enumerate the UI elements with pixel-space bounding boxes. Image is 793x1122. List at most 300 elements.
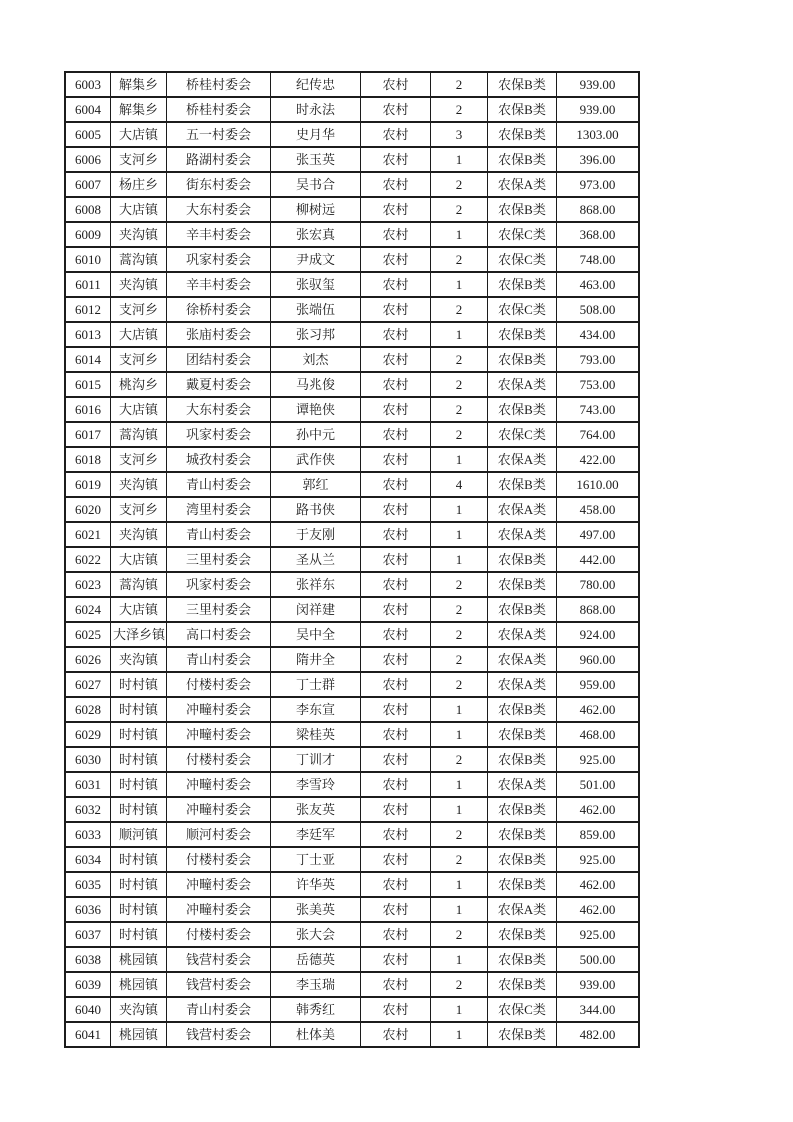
table-row xyxy=(65,972,639,997)
cell-insurance-category: 农保B类 xyxy=(488,922,557,947)
table-row xyxy=(65,872,639,897)
cell-record-id: 6033 xyxy=(65,822,111,847)
cell-town: 时村镇 xyxy=(111,922,167,947)
cell-household-type: 农村 xyxy=(361,722,431,747)
cell-person-name: 纪传忠 xyxy=(271,72,361,97)
table-row xyxy=(65,647,639,672)
cell-person-count: 1 xyxy=(431,697,488,722)
table-row xyxy=(65,997,639,1022)
cell-record-id: 6008 xyxy=(65,197,111,222)
cell-record-id: 6034 xyxy=(65,847,111,872)
cell-village-committee: 巩家村委会 xyxy=(167,247,271,272)
cell-record-id: 6032 xyxy=(65,797,111,822)
cell-person-name: 吴中全 xyxy=(271,622,361,647)
cell-person-name: 圣从兰 xyxy=(271,547,361,572)
cell-record-id: 6036 xyxy=(65,897,111,922)
table-row xyxy=(65,397,639,422)
cell-amount: 458.00 xyxy=(557,497,639,522)
cell-household-type: 农村 xyxy=(361,622,431,647)
cell-insurance-category: 农保B类 xyxy=(488,597,557,622)
cell-person-name: 李廷军 xyxy=(271,822,361,847)
cell-insurance-category: 农保B类 xyxy=(488,972,557,997)
cell-person-name: 张宏真 xyxy=(271,222,361,247)
cell-insurance-category: 农保B类 xyxy=(488,1022,557,1047)
cell-household-type: 农村 xyxy=(361,997,431,1022)
cell-insurance-category: 农保A类 xyxy=(488,447,557,472)
cell-household-type: 农村 xyxy=(361,72,431,97)
cell-record-id: 6024 xyxy=(65,597,111,622)
cell-village-committee: 戴夏村委会 xyxy=(167,372,271,397)
cell-village-committee: 三里村委会 xyxy=(167,547,271,572)
cell-village-committee: 张庙村委会 xyxy=(167,322,271,347)
table-row xyxy=(65,497,639,522)
cell-person-name: 张端伍 xyxy=(271,297,361,322)
cell-amount: 396.00 xyxy=(557,147,639,172)
cell-town: 时村镇 xyxy=(111,772,167,797)
cell-household-type: 农村 xyxy=(361,297,431,322)
table-row xyxy=(65,447,639,472)
cell-record-id: 6012 xyxy=(65,297,111,322)
cell-insurance-category: 农保B类 xyxy=(488,547,557,572)
cell-record-id: 6009 xyxy=(65,222,111,247)
cell-household-type: 农村 xyxy=(361,872,431,897)
cell-household-type: 农村 xyxy=(361,797,431,822)
cell-insurance-category: 农保B类 xyxy=(488,872,557,897)
cell-amount: 925.00 xyxy=(557,922,639,947)
cell-town: 大店镇 xyxy=(111,197,167,222)
cell-insurance-category: 农保C类 xyxy=(488,222,557,247)
cell-amount: 497.00 xyxy=(557,522,639,547)
cell-household-type: 农村 xyxy=(361,847,431,872)
cell-record-id: 6021 xyxy=(65,522,111,547)
cell-town: 桃园镇 xyxy=(111,1022,167,1047)
cell-person-name: 隋井全 xyxy=(271,647,361,672)
cell-amount: 501.00 xyxy=(557,772,639,797)
cell-insurance-category: 农保B类 xyxy=(488,722,557,747)
cell-amount: 793.00 xyxy=(557,347,639,372)
cell-person-count: 2 xyxy=(431,847,488,872)
cell-person-name: 时永法 xyxy=(271,97,361,122)
cell-person-count: 1 xyxy=(431,522,488,547)
cell-insurance-category: 农保B类 xyxy=(488,397,557,422)
cell-insurance-category: 农保A类 xyxy=(488,622,557,647)
cell-town: 时村镇 xyxy=(111,847,167,872)
cell-town: 时村镇 xyxy=(111,747,167,772)
table-row xyxy=(65,672,639,697)
cell-household-type: 农村 xyxy=(361,922,431,947)
cell-amount: 482.00 xyxy=(557,1022,639,1047)
cell-village-committee: 桥桂村委会 xyxy=(167,72,271,97)
cell-amount: 959.00 xyxy=(557,672,639,697)
cell-insurance-category: 农保B类 xyxy=(488,347,557,372)
table-row xyxy=(65,122,639,147)
cell-person-count: 2 xyxy=(431,72,488,97)
cell-town: 夹沟镇 xyxy=(111,472,167,497)
cell-amount: 462.00 xyxy=(557,697,639,722)
cell-household-type: 农村 xyxy=(361,272,431,297)
cell-amount: 743.00 xyxy=(557,397,639,422)
cell-record-id: 6019 xyxy=(65,472,111,497)
cell-household-type: 农村 xyxy=(361,447,431,472)
cell-town: 时村镇 xyxy=(111,797,167,822)
cell-town: 时村镇 xyxy=(111,697,167,722)
cell-person-name: 许华英 xyxy=(271,872,361,897)
cell-insurance-category: 农保A类 xyxy=(488,897,557,922)
cell-record-id: 6028 xyxy=(65,697,111,722)
cell-village-committee: 三里村委会 xyxy=(167,597,271,622)
cell-person-count: 2 xyxy=(431,622,488,647)
cell-village-committee: 五一村委会 xyxy=(167,122,271,147)
cell-amount: 468.00 xyxy=(557,722,639,747)
cell-amount: 462.00 xyxy=(557,897,639,922)
cell-record-id: 6004 xyxy=(65,97,111,122)
cell-household-type: 农村 xyxy=(361,147,431,172)
cell-insurance-category: 农保B类 xyxy=(488,272,557,297)
cell-amount: 960.00 xyxy=(557,647,639,672)
cell-household-type: 农村 xyxy=(361,572,431,597)
cell-amount: 442.00 xyxy=(557,547,639,572)
cell-record-id: 6027 xyxy=(65,672,111,697)
cell-amount: 462.00 xyxy=(557,872,639,897)
cell-person-count: 1 xyxy=(431,447,488,472)
cell-household-type: 农村 xyxy=(361,1022,431,1047)
cell-person-count: 1 xyxy=(431,872,488,897)
cell-household-type: 农村 xyxy=(361,647,431,672)
cell-amount: 780.00 xyxy=(557,572,639,597)
cell-person-count: 3 xyxy=(431,122,488,147)
cell-household-type: 农村 xyxy=(361,972,431,997)
cell-town: 支河乡 xyxy=(111,347,167,372)
cell-person-name: 刘杰 xyxy=(271,347,361,372)
cell-record-id: 6023 xyxy=(65,572,111,597)
cell-person-name: 闵祥建 xyxy=(271,597,361,622)
cell-amount: 868.00 xyxy=(557,197,639,222)
cell-household-type: 农村 xyxy=(361,597,431,622)
cell-insurance-category: 农保A类 xyxy=(488,372,557,397)
cell-person-name: 张驭玺 xyxy=(271,272,361,297)
cell-record-id: 6018 xyxy=(65,447,111,472)
cell-village-committee: 巩家村委会 xyxy=(167,572,271,597)
cell-town: 支河乡 xyxy=(111,297,167,322)
table-row xyxy=(65,472,639,497)
cell-village-committee: 辛丰村委会 xyxy=(167,222,271,247)
cell-household-type: 农村 xyxy=(361,122,431,147)
cell-person-name: 丁士亚 xyxy=(271,847,361,872)
cell-village-committee: 冲疃村委会 xyxy=(167,872,271,897)
cell-amount: 463.00 xyxy=(557,272,639,297)
table-row xyxy=(65,897,639,922)
cell-insurance-category: 农保B类 xyxy=(488,797,557,822)
cell-insurance-category: 农保A类 xyxy=(488,522,557,547)
cell-household-type: 农村 xyxy=(361,947,431,972)
cell-amount: 973.00 xyxy=(557,172,639,197)
cell-person-count: 1 xyxy=(431,797,488,822)
cell-amount: 1610.00 xyxy=(557,472,639,497)
cell-household-type: 农村 xyxy=(361,322,431,347)
cell-town: 大店镇 xyxy=(111,122,167,147)
cell-insurance-category: 农保A类 xyxy=(488,772,557,797)
cell-insurance-category: 农保A类 xyxy=(488,647,557,672)
cell-village-committee: 冲疃村委会 xyxy=(167,722,271,747)
table-row xyxy=(65,322,639,347)
table-row xyxy=(65,247,639,272)
cell-insurance-category: 农保B类 xyxy=(488,847,557,872)
cell-person-name: 张祥东 xyxy=(271,572,361,597)
cell-village-committee: 团结村委会 xyxy=(167,347,271,372)
cell-person-name: 张习邦 xyxy=(271,322,361,347)
cell-person-name: 丁士群 xyxy=(271,672,361,697)
cell-town: 大店镇 xyxy=(111,397,167,422)
cell-person-count: 2 xyxy=(431,922,488,947)
table-row xyxy=(65,222,639,247)
cell-person-count: 1 xyxy=(431,772,488,797)
cell-village-committee: 冲疃村委会 xyxy=(167,772,271,797)
table-row xyxy=(65,1022,639,1047)
table-body xyxy=(65,72,639,1047)
cell-village-committee: 青山村委会 xyxy=(167,522,271,547)
cell-person-count: 2 xyxy=(431,972,488,997)
cell-household-type: 农村 xyxy=(361,222,431,247)
cell-record-id: 6014 xyxy=(65,347,111,372)
table-row xyxy=(65,572,639,597)
cell-amount: 764.00 xyxy=(557,422,639,447)
cell-village-committee: 冲疃村委会 xyxy=(167,897,271,922)
table-row xyxy=(65,797,639,822)
cell-person-name: 尹成文 xyxy=(271,247,361,272)
cell-person-count: 2 xyxy=(431,422,488,447)
cell-person-count: 2 xyxy=(431,247,488,272)
cell-amount: 344.00 xyxy=(557,997,639,1022)
cell-amount: 422.00 xyxy=(557,447,639,472)
cell-person-name: 柳树远 xyxy=(271,197,361,222)
cell-town: 解集乡 xyxy=(111,72,167,97)
cell-village-committee: 大东村委会 xyxy=(167,397,271,422)
table-row xyxy=(65,97,639,122)
cell-record-id: 6006 xyxy=(65,147,111,172)
cell-town: 支河乡 xyxy=(111,447,167,472)
cell-person-name: 张大会 xyxy=(271,922,361,947)
cell-household-type: 农村 xyxy=(361,397,431,422)
cell-village-committee: 巩家村委会 xyxy=(167,422,271,447)
cell-record-id: 6040 xyxy=(65,997,111,1022)
cell-town: 夹沟镇 xyxy=(111,647,167,672)
cell-person-count: 1 xyxy=(431,547,488,572)
cell-village-committee: 青山村委会 xyxy=(167,472,271,497)
cell-village-committee: 钱营村委会 xyxy=(167,947,271,972)
cell-person-name: 张玉英 xyxy=(271,147,361,172)
cell-person-name: 于友刚 xyxy=(271,522,361,547)
cell-insurance-category: 农保C类 xyxy=(488,297,557,322)
cell-town: 顺河镇 xyxy=(111,822,167,847)
cell-town: 蒿沟镇 xyxy=(111,422,167,447)
cell-village-committee: 冲疃村委会 xyxy=(167,697,271,722)
cell-amount: 859.00 xyxy=(557,822,639,847)
cell-person-count: 2 xyxy=(431,572,488,597)
cell-village-committee: 街东村委会 xyxy=(167,172,271,197)
cell-town: 桃沟乡 xyxy=(111,372,167,397)
cell-insurance-category: 农保A类 xyxy=(488,672,557,697)
cell-household-type: 农村 xyxy=(361,347,431,372)
cell-town: 夹沟镇 xyxy=(111,272,167,297)
cell-person-count: 1 xyxy=(431,147,488,172)
cell-record-id: 6005 xyxy=(65,122,111,147)
cell-amount: 500.00 xyxy=(557,947,639,972)
cell-household-type: 农村 xyxy=(361,547,431,572)
table-row xyxy=(65,922,639,947)
cell-person-name: 李玉瑞 xyxy=(271,972,361,997)
cell-household-type: 农村 xyxy=(361,197,431,222)
table-row xyxy=(65,297,639,322)
cell-household-type: 农村 xyxy=(361,772,431,797)
cell-record-id: 6017 xyxy=(65,422,111,447)
table-row xyxy=(65,822,639,847)
cell-town: 支河乡 xyxy=(111,497,167,522)
cell-insurance-category: 农保B类 xyxy=(488,697,557,722)
cell-town: 杨庄乡 xyxy=(111,172,167,197)
cell-village-committee: 钱营村委会 xyxy=(167,1022,271,1047)
cell-household-type: 农村 xyxy=(361,822,431,847)
cell-insurance-category: 农保B类 xyxy=(488,97,557,122)
cell-household-type: 农村 xyxy=(361,422,431,447)
table-row xyxy=(65,372,639,397)
cell-record-id: 6016 xyxy=(65,397,111,422)
cell-person-count: 1 xyxy=(431,722,488,747)
cell-household-type: 农村 xyxy=(361,97,431,122)
cell-person-name: 张友英 xyxy=(271,797,361,822)
table-row xyxy=(65,547,639,572)
cell-town: 夹沟镇 xyxy=(111,522,167,547)
table-row xyxy=(65,347,639,372)
cell-insurance-category: 农保C类 xyxy=(488,997,557,1022)
cell-record-id: 6011 xyxy=(65,272,111,297)
cell-amount: 925.00 xyxy=(557,747,639,772)
cell-record-id: 6010 xyxy=(65,247,111,272)
cell-household-type: 农村 xyxy=(361,497,431,522)
cell-person-count: 4 xyxy=(431,472,488,497)
cell-person-name: 史月华 xyxy=(271,122,361,147)
table-row xyxy=(65,272,639,297)
cell-person-count: 1 xyxy=(431,947,488,972)
cell-village-committee: 湾里村委会 xyxy=(167,497,271,522)
cell-record-id: 6015 xyxy=(65,372,111,397)
cell-person-count: 1 xyxy=(431,272,488,297)
cell-insurance-category: 农保B类 xyxy=(488,72,557,97)
cell-amount: 925.00 xyxy=(557,847,639,872)
cell-amount: 939.00 xyxy=(557,72,639,97)
cell-person-name: 马兆俊 xyxy=(271,372,361,397)
cell-amount: 868.00 xyxy=(557,597,639,622)
cell-person-count: 1 xyxy=(431,322,488,347)
cell-person-count: 2 xyxy=(431,397,488,422)
cell-person-name: 郭红 xyxy=(271,472,361,497)
cell-household-type: 农村 xyxy=(361,372,431,397)
cell-household-type: 农村 xyxy=(361,897,431,922)
cell-person-name: 李东宣 xyxy=(271,697,361,722)
cell-record-id: 6038 xyxy=(65,947,111,972)
cell-record-id: 6020 xyxy=(65,497,111,522)
table-row xyxy=(65,847,639,872)
cell-person-name: 韩秀红 xyxy=(271,997,361,1022)
cell-person-name: 杜体美 xyxy=(271,1022,361,1047)
cell-household-type: 农村 xyxy=(361,672,431,697)
cell-person-count: 1 xyxy=(431,997,488,1022)
cell-record-id: 6035 xyxy=(65,872,111,897)
cell-person-name: 丁训才 xyxy=(271,747,361,772)
table-row xyxy=(65,747,639,772)
cell-town: 时村镇 xyxy=(111,897,167,922)
cell-person-name: 张美英 xyxy=(271,897,361,922)
cell-insurance-category: 农保B类 xyxy=(488,747,557,772)
cell-amount: 434.00 xyxy=(557,322,639,347)
cell-amount: 368.00 xyxy=(557,222,639,247)
cell-amount: 939.00 xyxy=(557,972,639,997)
cell-village-committee: 付楼村委会 xyxy=(167,672,271,697)
cell-insurance-category: 农保B类 xyxy=(488,122,557,147)
cell-person-count: 2 xyxy=(431,672,488,697)
table-row xyxy=(65,72,639,97)
cell-town: 桃园镇 xyxy=(111,972,167,997)
cell-record-id: 6030 xyxy=(65,747,111,772)
cell-record-id: 6029 xyxy=(65,722,111,747)
cell-person-name: 孙中元 xyxy=(271,422,361,447)
cell-person-count: 1 xyxy=(431,897,488,922)
cell-amount: 508.00 xyxy=(557,297,639,322)
cell-insurance-category: 农保B类 xyxy=(488,572,557,597)
cell-person-count: 2 xyxy=(431,172,488,197)
cell-person-name: 吴书合 xyxy=(271,172,361,197)
cell-amount: 748.00 xyxy=(557,247,639,272)
cell-amount: 1303.00 xyxy=(557,122,639,147)
cell-village-committee: 高口村委会 xyxy=(167,622,271,647)
cell-town: 大店镇 xyxy=(111,547,167,572)
table-row xyxy=(65,172,639,197)
cell-record-id: 6003 xyxy=(65,72,111,97)
cell-town: 大泽乡镇 xyxy=(111,622,167,647)
cell-record-id: 6031 xyxy=(65,772,111,797)
table-row xyxy=(65,947,639,972)
cell-town: 大店镇 xyxy=(111,597,167,622)
cell-village-committee: 城孜村委会 xyxy=(167,447,271,472)
table-row xyxy=(65,722,639,747)
cell-household-type: 农村 xyxy=(361,747,431,772)
table-row xyxy=(65,147,639,172)
cell-amount: 939.00 xyxy=(557,97,639,122)
cell-person-count: 1 xyxy=(431,497,488,522)
cell-village-committee: 桥桂村委会 xyxy=(167,97,271,122)
cell-town: 时村镇 xyxy=(111,722,167,747)
cell-insurance-category: 农保C类 xyxy=(488,422,557,447)
cell-record-id: 6037 xyxy=(65,922,111,947)
cell-person-name: 路书侠 xyxy=(271,497,361,522)
cell-village-committee: 大东村委会 xyxy=(167,197,271,222)
cell-village-committee: 钱营村委会 xyxy=(167,972,271,997)
cell-insurance-category: 农保B类 xyxy=(488,322,557,347)
cell-record-id: 6041 xyxy=(65,1022,111,1047)
cell-household-type: 农村 xyxy=(361,522,431,547)
cell-town: 夹沟镇 xyxy=(111,222,167,247)
cell-insurance-category: 农保A类 xyxy=(488,497,557,522)
cell-record-id: 6026 xyxy=(65,647,111,672)
pension-roster-table xyxy=(64,71,640,1048)
cell-person-count: 1 xyxy=(431,222,488,247)
cell-person-count: 2 xyxy=(431,747,488,772)
cell-person-name: 岳德英 xyxy=(271,947,361,972)
cell-person-name: 谭艳侠 xyxy=(271,397,361,422)
table-row xyxy=(65,197,639,222)
cell-village-committee: 辛丰村委会 xyxy=(167,272,271,297)
table-row xyxy=(65,622,639,647)
cell-insurance-category: 农保C类 xyxy=(488,247,557,272)
